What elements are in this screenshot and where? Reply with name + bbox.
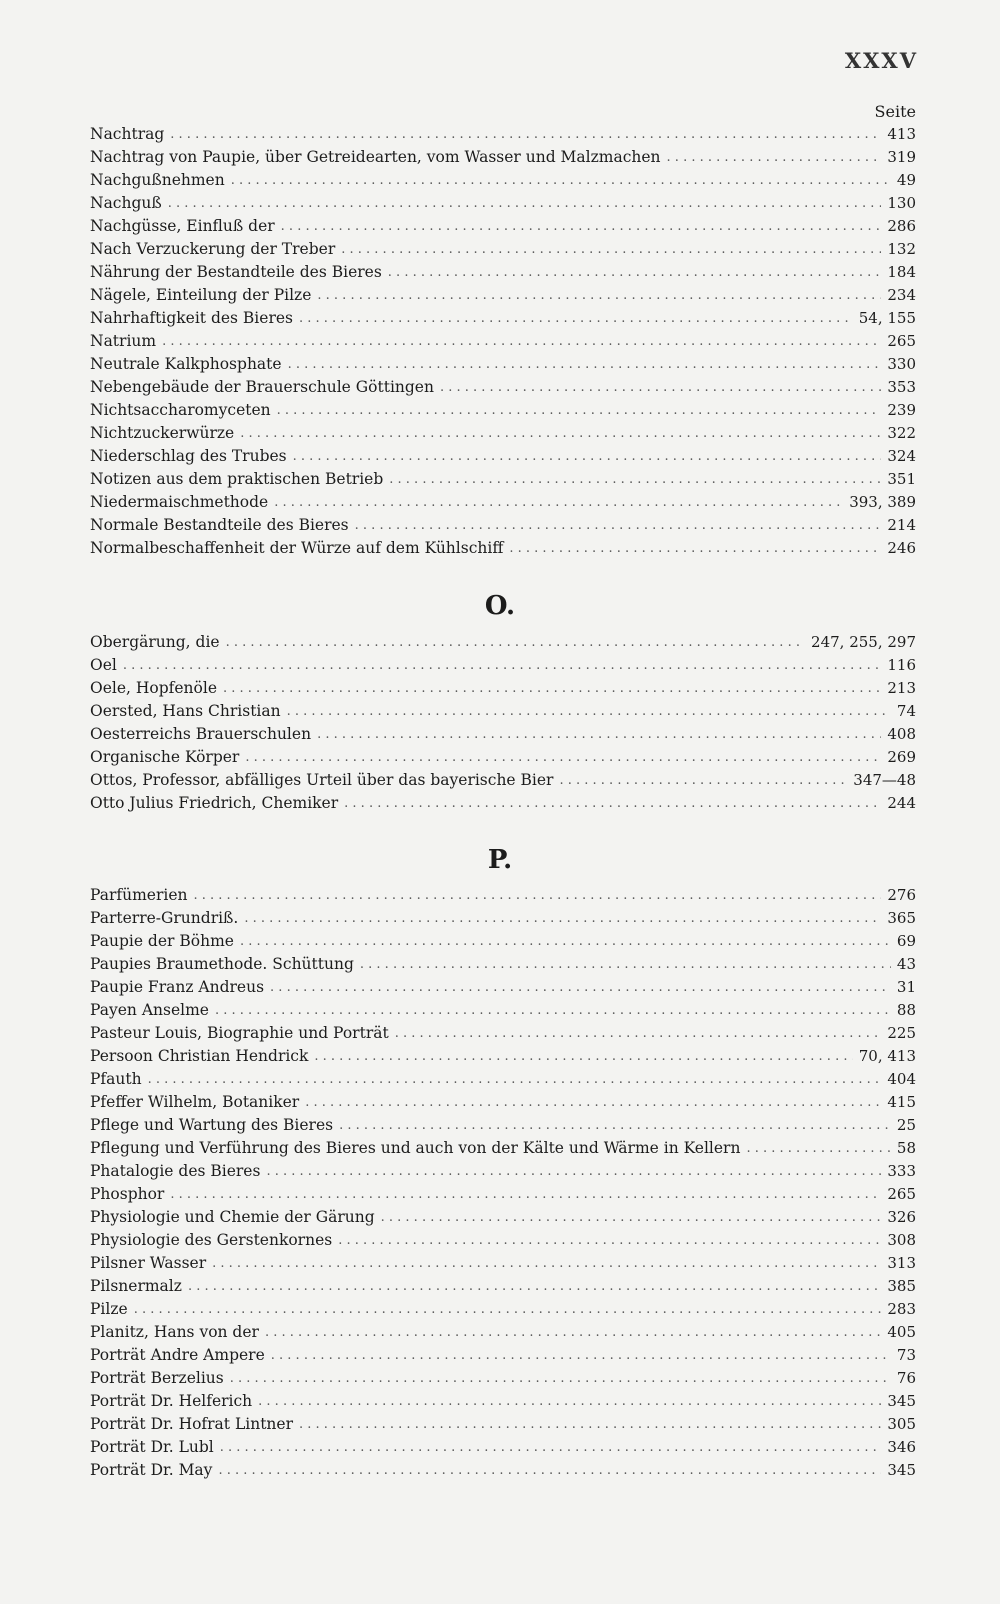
index-page-ref: 319 (887, 148, 916, 166)
index-entry (90, 399, 916, 422)
index-term: Physiologie des Gerstenkornes (90, 1231, 333, 1249)
index-entry (90, 1114, 916, 1137)
dot-leader (240, 422, 881, 445)
dot-leader (240, 930, 891, 953)
index-term: Nahrhaftigkeit des Bieres (90, 309, 293, 327)
dot-leader (226, 631, 805, 654)
index-term: Paupie Franz Andreus (90, 978, 265, 996)
index-page-ref: 88 (896, 1001, 916, 1019)
index-term: Obergärung, die (90, 633, 220, 651)
index-term: Porträt Dr. May (90, 1461, 213, 1479)
dot-leader (134, 1298, 882, 1321)
index-page-ref: 413 (887, 125, 916, 143)
dot-leader (317, 284, 881, 307)
index-entry (90, 677, 916, 700)
dot-leader (509, 537, 881, 560)
index-page-ref: 415 (887, 1093, 916, 1111)
index-term: Niedermaischmethode (90, 493, 269, 511)
index-entry (90, 445, 916, 468)
index-term: Paupies Braumethode. Schüttung (90, 955, 354, 973)
index-entry (90, 1413, 916, 1436)
index-page-ref: 351 (887, 470, 916, 488)
index-page-ref: 234 (887, 286, 916, 304)
index-page-ref: 346 (887, 1438, 916, 1456)
dot-leader (317, 723, 881, 746)
dot-leader (123, 654, 882, 677)
index-entry (90, 1298, 916, 1321)
index-page-ref: 326 (887, 1208, 916, 1226)
dot-leader (148, 1068, 882, 1091)
index-page-ref: 239 (887, 401, 916, 419)
index-entry (90, 422, 916, 445)
index-entry (90, 1229, 916, 1252)
index-term: Nachtrag von Paupie, über Getreidearten, vom Wasser und Malzmachen (90, 148, 661, 166)
index-entry (90, 1091, 916, 1114)
dot-leader (223, 677, 881, 700)
index-term: Nachgußnehmen (90, 171, 225, 189)
dot-leader (220, 1436, 882, 1459)
dot-leader (212, 1252, 881, 1275)
index-entry (90, 1137, 916, 1160)
dot-leader (168, 192, 882, 215)
dot-leader (258, 1390, 881, 1413)
index-page-ref: 353 (887, 378, 916, 396)
dot-leader (271, 1344, 891, 1367)
index-term: Porträt Dr. Helferich (90, 1392, 253, 1410)
index-term: Phosphor (90, 1185, 165, 1203)
index-entry (90, 953, 916, 976)
dot-leader (266, 1160, 881, 1183)
index-page-ref: 213 (887, 679, 916, 697)
dot-leader (270, 976, 891, 999)
index-page-ref: 43 (896, 955, 916, 973)
section-heading-p: P. (487, 845, 513, 875)
index-entry (90, 930, 916, 953)
dot-leader (170, 1183, 881, 1206)
index-page-ref: 244 (887, 794, 916, 812)
index-term: Oele, Hopfenöle (90, 679, 217, 697)
index-term: Oersted, Hans Christian (90, 702, 281, 720)
index-term: Nichtzuckerwürze (90, 424, 235, 442)
dot-leader (667, 146, 882, 169)
index-term: Nachgüsse, Einfluß der (90, 217, 275, 235)
index-page-ref: 405 (887, 1323, 916, 1341)
index-entry (90, 1275, 916, 1298)
index-term: Niederschlag des Trubes (90, 447, 287, 465)
index-term: Parterre-Grundriß. (90, 909, 239, 927)
index-entry (90, 631, 916, 654)
index-page-ref: 184 (887, 263, 916, 281)
index-entry (90, 907, 916, 930)
index-entry (90, 468, 916, 491)
index-entry (90, 1367, 916, 1390)
dot-leader (341, 238, 881, 261)
index-term: Physiologie und Chemie der Gärung (90, 1208, 375, 1226)
index-entry (90, 700, 916, 723)
index-entry (90, 123, 916, 146)
index-page-ref: 322 (887, 424, 916, 442)
index-entry (90, 1183, 916, 1206)
index-term: Normale Bestandteile des Bieres (90, 516, 349, 534)
dot-leader (305, 1091, 881, 1114)
index-term: Organische Körper (90, 748, 240, 766)
index-term: Neutrale Kalkphosphate (90, 355, 282, 373)
index-term: Pflegung und Verführung des Bieres und auch von der Kälte und Wärme in Kellern (90, 1139, 741, 1157)
index-page-ref: 116 (887, 656, 916, 674)
dot-leader (360, 953, 891, 976)
index-page-ref: 408 (887, 725, 916, 743)
index-term: Parfümerien (90, 886, 188, 904)
index-page-ref: 214 (887, 516, 916, 534)
index-entry (90, 261, 916, 284)
index-term: Nachtrag (90, 125, 165, 143)
index-page-ref: 73 (896, 1346, 916, 1364)
index-entry (90, 537, 916, 560)
index-page-ref: 347—48 (853, 771, 916, 789)
dot-leader (388, 261, 882, 284)
index-entry (90, 491, 916, 514)
dot-leader (170, 123, 881, 146)
section-heading-o: O. (484, 591, 516, 621)
dot-leader (230, 1367, 891, 1390)
index-term: Planitz, Hans von der (90, 1323, 259, 1341)
index-term: Nach Verzuckerung der Treber (90, 240, 336, 258)
index-page-ref: 305 (887, 1415, 916, 1433)
index-term: Persoon Christian Hendrick (90, 1047, 309, 1065)
index-page-ref: 345 (887, 1461, 916, 1479)
dot-leader (265, 1321, 881, 1344)
index-term: Pasteur Louis, Biographie und Porträt (90, 1024, 389, 1042)
index-entry (90, 1459, 916, 1482)
dot-leader (293, 445, 882, 468)
index-entry (90, 769, 916, 792)
index-page-ref: 130 (887, 194, 916, 212)
dot-leader (440, 376, 881, 399)
index-term: Pilze (90, 1300, 128, 1318)
index-term: Phatalogie des Bieres (90, 1162, 261, 1180)
index-entry (90, 723, 916, 746)
index-term: Normalbeschaffenheit der Würze auf dem Kühlschiff (90, 539, 504, 557)
index-entry (90, 746, 916, 769)
index-term: Paupie der Böhme (90, 932, 234, 950)
index-page-ref: 286 (887, 217, 916, 235)
index-page-ref: 58 (896, 1139, 916, 1157)
index-term: Payen Anselme (90, 1001, 209, 1019)
index-page-ref: 393, 389 (849, 493, 916, 511)
index-entry (90, 999, 916, 1022)
index-page-ref: 345 (887, 1392, 916, 1410)
dot-leader (194, 884, 882, 907)
dot-leader (215, 999, 891, 1022)
page-number: XXXV (844, 48, 918, 73)
index-page-ref: 365 (887, 909, 916, 927)
dot-leader (288, 353, 882, 376)
index-term: Oel (90, 656, 117, 674)
index-term: Pilsnermalz (90, 1277, 182, 1295)
index-page-ref: 132 (887, 240, 916, 258)
index-page-ref: 276 (887, 886, 916, 904)
dot-leader (277, 399, 882, 422)
index-term: Oesterreichs Brauerschulen (90, 725, 312, 743)
index-page-ref: 54, 155 (858, 309, 916, 327)
dot-leader (344, 792, 881, 815)
index-entry (90, 192, 916, 215)
index-entry (90, 376, 916, 399)
index-entry (90, 1321, 916, 1344)
index-term: Pfeffer Wilhelm, Botaniker (90, 1093, 300, 1111)
dot-leader (281, 215, 882, 238)
index-entry (90, 146, 916, 169)
index-term: Porträt Dr. Lubl (90, 1438, 214, 1456)
index-term: Porträt Andre Ampere (90, 1346, 265, 1364)
index-page-ref: 49 (896, 171, 916, 189)
index-page-ref: 385 (887, 1277, 916, 1295)
index-term: Nichtsaccharomyceten (90, 401, 271, 419)
dot-leader (314, 1045, 852, 1068)
dot-leader (274, 491, 843, 514)
index-entry (90, 353, 916, 376)
index-entry (90, 1390, 916, 1413)
dot-leader (218, 1459, 881, 1482)
index-page-ref: 246 (887, 539, 916, 557)
index-page-ref: 404 (887, 1070, 916, 1088)
index-page-ref: 70, 413 (858, 1047, 916, 1065)
index-term: Porträt Berzelius (90, 1369, 224, 1387)
index-term: Nährung der Bestandteile des Bieres (90, 263, 382, 281)
index-term: Nachguß (90, 194, 162, 212)
index-page-ref: 265 (887, 332, 916, 350)
index-entry (90, 330, 916, 353)
index-page-ref: 76 (896, 1369, 916, 1387)
index-entry (90, 1160, 916, 1183)
dot-leader (299, 1413, 881, 1436)
index-entry (90, 1206, 916, 1229)
index-page-ref: 31 (896, 978, 916, 996)
index-entry (90, 307, 916, 330)
index-term: Pfauth (90, 1070, 142, 1088)
index-entry (90, 976, 916, 999)
index-entry (90, 1252, 916, 1275)
index-entry (90, 1022, 916, 1045)
index-entry (90, 792, 916, 815)
index-term: Pflege und Wartung des Bieres (90, 1116, 334, 1134)
index-term: Nebengebäude der Brauerschule Göttingen (90, 378, 434, 396)
index-page-ref: 74 (896, 702, 916, 720)
index-term: Pilsner Wasser (90, 1254, 207, 1272)
index-entry (90, 1045, 916, 1068)
index-entry (90, 284, 916, 307)
index-entry (90, 654, 916, 677)
dot-leader (231, 169, 891, 192)
index-section-n (90, 123, 916, 560)
dot-leader (339, 1114, 891, 1137)
dot-leader (381, 1206, 882, 1229)
index-entry (90, 514, 916, 537)
dot-leader (395, 1022, 882, 1045)
index-page-ref: 330 (887, 355, 916, 373)
dot-leader (287, 700, 891, 723)
dot-leader (244, 907, 881, 930)
index-page-ref: 324 (887, 447, 916, 465)
index-term: Ottos, Professor, abfälliges Urteil über das bayerische Bier (90, 771, 554, 789)
index-page-ref: 25 (896, 1116, 916, 1134)
dot-leader (299, 307, 853, 330)
index-page-ref: 333 (887, 1162, 916, 1180)
index-term: Nägele, Einteilung der Pilze (90, 286, 312, 304)
dot-leader (162, 330, 881, 353)
page-column-header: Seite (874, 102, 916, 121)
dot-leader (559, 769, 847, 792)
index-term: Otto Julius Friedrich, Chemiker (90, 794, 339, 812)
index-page-ref: 225 (887, 1024, 916, 1042)
dot-leader (389, 468, 881, 491)
index-page-ref: 265 (887, 1185, 916, 1203)
index-page-ref: 283 (887, 1300, 916, 1318)
index-term: Notizen aus dem praktischen Betrieb (90, 470, 384, 488)
index-entry (90, 215, 916, 238)
index-page-ref: 308 (887, 1231, 916, 1249)
index-entry (90, 884, 916, 907)
dot-leader (338, 1229, 881, 1252)
index-section-o (90, 631, 916, 815)
dot-leader (746, 1137, 890, 1160)
index-page-ref: 269 (887, 748, 916, 766)
index-page-ref: 313 (887, 1254, 916, 1272)
index-term: Porträt Dr. Hofrat Lintner (90, 1415, 293, 1433)
index-entry (90, 1344, 916, 1367)
index-entry (90, 169, 916, 192)
index-section-p (90, 884, 916, 1482)
dot-leader (188, 1275, 881, 1298)
index-page-ref: 69 (896, 932, 916, 950)
dot-leader (355, 514, 882, 537)
index-entry (90, 1436, 916, 1459)
index-term: Natrium (90, 332, 157, 350)
dot-leader (245, 746, 881, 769)
index-page-ref: 247, 255, 297 (811, 633, 916, 651)
index-entry (90, 1068, 916, 1091)
index-entry (90, 238, 916, 261)
